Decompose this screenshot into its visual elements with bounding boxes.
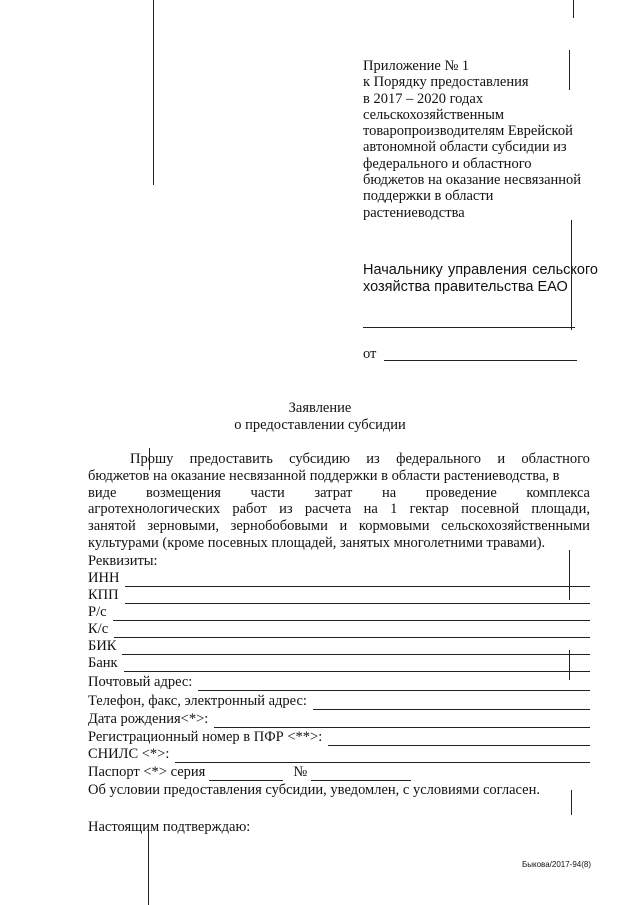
field-label: Телефон, факс, электронный адрес: <box>88 693 307 709</box>
passport-series-blank[interactable] <box>209 767 283 781</box>
field-label: К/с <box>88 621 109 637</box>
birth-date-field[interactable] <box>88 711 590 728</box>
field-blank[interactable] <box>114 624 590 638</box>
request-paragraph <box>88 451 590 552</box>
agreement-statement: Об условии предоставления субсидии, уведомлен, с условиями согласен. <box>88 782 540 798</box>
bank-field[interactable] <box>88 655 590 672</box>
field-blank[interactable] <box>125 573 590 587</box>
appendix-line: сельскохозяйственным <box>363 106 505 123</box>
appendix-header <box>363 58 608 221</box>
addressee-blank-line[interactable] <box>363 327 575 328</box>
field-blank[interactable] <box>124 658 590 672</box>
paragraph-line: агротехнологических работ из расчета на 1 гектар посевной площади, <box>88 501 590 518</box>
paragraph-line: Прошу предоставить субсидию из федерального и областного <box>130 451 590 467</box>
field-blank[interactable] <box>125 590 590 604</box>
corr-account-field[interactable] <box>88 621 590 638</box>
bik-field[interactable] <box>88 638 590 655</box>
addressee-word: управления <box>447 262 528 278</box>
field-label: Дата рождения<*>: <box>88 711 209 727</box>
field-blank[interactable] <box>214 714 590 728</box>
scan-line-left-lower <box>148 830 149 905</box>
appendix-line: товаропроизводителям Еврейской <box>363 123 573 140</box>
inn-field[interactable] <box>88 570 590 587</box>
addressee-line-2: хозяйства правительства ЕАО <box>363 278 568 295</box>
from-blank-line[interactable] <box>384 360 577 361</box>
field-blank[interactable] <box>328 732 590 746</box>
field-label: Банк <box>88 655 118 671</box>
paragraph-line: культурами (кроме посевных площадей, занятых многолетними травами). <box>88 534 546 551</box>
field-label: БИК <box>88 638 117 654</box>
snils-field[interactable] <box>88 746 590 763</box>
passport-number-blank[interactable] <box>311 767 411 781</box>
scan-line-right-top <box>573 0 574 18</box>
footer-code: Быкова/2017-94(8) <box>522 860 592 869</box>
appendix-line: автономной области субсидии из <box>363 139 567 156</box>
appendix-line: Приложение № 1 <box>363 58 470 74</box>
contacts-field[interactable] <box>88 693 590 710</box>
appendix-line: в 2017 – 2020 годах <box>363 90 484 107</box>
appendix-line: растениеводства <box>363 204 465 221</box>
pfr-number-field[interactable] <box>88 729 590 746</box>
field-blank[interactable] <box>175 749 590 763</box>
field-blank[interactable] <box>113 607 590 621</box>
scan-line-left <box>153 0 154 185</box>
field-blank[interactable] <box>198 677 590 691</box>
document-title: Заявление <box>288 400 352 416</box>
paragraph-line: занятой зерновыми, зернобобовыми и кормовыми сельскохозяйственными <box>88 518 590 535</box>
document-subtitle: о предоставлении субсидии <box>234 417 406 433</box>
addressee-word: Начальнику <box>363 262 443 278</box>
appendix-line: федерального и областного <box>363 155 532 172</box>
appendix-line: поддержки в области <box>363 188 494 205</box>
scan-line-right-5 <box>571 790 572 815</box>
passport-field <box>88 764 411 781</box>
field-label: СНИЛС <*>: <box>88 746 170 762</box>
addressee-word: сельского <box>532 262 598 278</box>
account-field[interactable] <box>88 604 590 621</box>
field-label: ИНН <box>88 570 120 586</box>
paragraph-line: виде возмещения части затрат на проведение комплекса <box>88 484 590 501</box>
field-label: Р/с <box>88 604 107 620</box>
confirmation-statement: Настоящим подтверждаю: <box>88 819 251 835</box>
from-label: от <box>363 346 377 362</box>
appendix-line: бюджетов на оказание несвязанной <box>363 172 582 189</box>
field-blank[interactable] <box>122 641 590 655</box>
addressee-block <box>363 262 598 295</box>
paragraph-line: бюджетов на оказание несвязанной поддержки в области растениеводства, в <box>88 467 560 484</box>
postal-address-field[interactable] <box>88 674 590 691</box>
kpp-field[interactable] <box>88 587 590 604</box>
field-label: КПП <box>88 587 119 603</box>
field-blank[interactable] <box>313 696 590 710</box>
appendix-line: к Порядку предоставления <box>363 74 529 91</box>
field-label: Почтовый адрес: <box>88 674 193 690</box>
passport-number-label: № <box>293 764 308 780</box>
requisites-heading: Реквизиты: <box>88 553 158 569</box>
field-label: Регистрационный номер в ПФР <**>: <box>88 729 323 745</box>
passport-series-label: Паспорт <*> серия <box>88 764 206 780</box>
